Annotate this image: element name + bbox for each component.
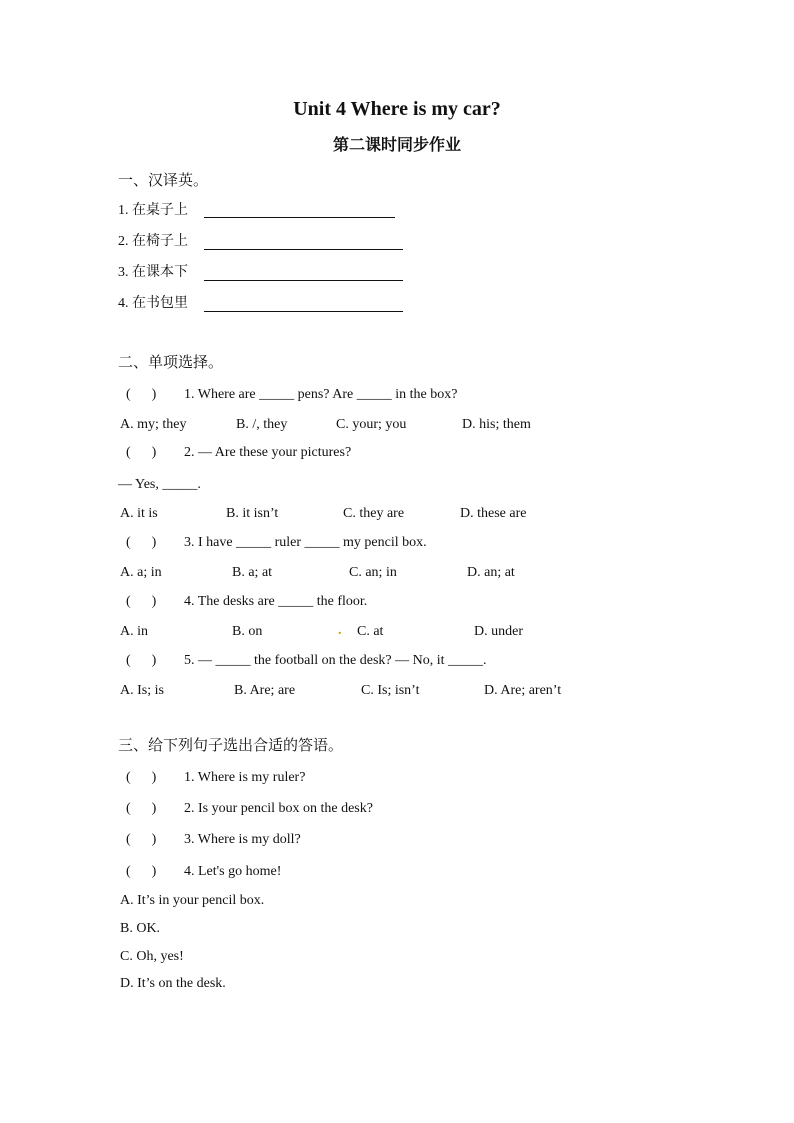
page-subtitle: 第二课时同步作业 xyxy=(332,137,461,154)
option: A. Is; is xyxy=(120,683,164,698)
part1-item: 1. 在桌子上 xyxy=(118,203,188,218)
page-title: Unit 4 Where is my car? xyxy=(293,98,501,120)
option: B. Are; are xyxy=(234,683,296,698)
part1-item: 2. 在椅子上 xyxy=(118,234,188,249)
option: D. these are xyxy=(460,506,527,521)
answer-option: D. It’s on the desk. xyxy=(120,976,226,991)
option: D. under xyxy=(474,624,523,639)
question-stem: 3. I have _____ ruler _____ my pencil box. xyxy=(184,535,427,550)
option: A. in xyxy=(120,624,148,639)
part1-item: 4. 在书包里 xyxy=(118,296,188,311)
question-followup: — Yes, _____. xyxy=(118,477,201,492)
answer-blank[interactable] xyxy=(204,311,403,312)
answer-blank[interactable] xyxy=(204,249,403,250)
option: C. at xyxy=(357,624,384,639)
question-stem: 2. Is your pencil box on the desk? xyxy=(184,801,373,816)
answer-paren[interactable]: ( ) xyxy=(126,864,157,879)
answer-paren[interactable]: ( ) xyxy=(126,770,157,785)
option: A. my; they xyxy=(120,417,187,432)
option: B. it isn’t xyxy=(226,506,279,521)
question-stem: 4. Let's go home! xyxy=(184,864,282,879)
part3-heading: 三、给下列句子选出合适的答语。 xyxy=(118,738,344,754)
question-stem: 5. — _____ the football on the desk? — No, it _____. xyxy=(184,653,487,668)
answer-blank[interactable] xyxy=(204,217,395,218)
option: D. an; at xyxy=(467,565,515,580)
part2-heading: 二、单项选择。 xyxy=(118,355,224,371)
option: D. Are; aren’t xyxy=(484,683,562,698)
option: C. Is; isn’t xyxy=(361,683,420,698)
answer-option: C. Oh, yes! xyxy=(120,949,184,964)
option: B. a; at xyxy=(232,565,273,580)
question-stem: 1. Where are _____ pens? Are _____ in the box? xyxy=(184,387,458,402)
answer-paren[interactable]: ( ) xyxy=(126,387,157,402)
answer-option: A. It’s in your pencil box. xyxy=(120,893,265,908)
question-stem: 4. The desks are _____ the floor. xyxy=(184,594,368,609)
option: A. a; in xyxy=(120,565,162,580)
question-stem: 2. — Are these your pictures? xyxy=(184,445,352,460)
option: C. your; you xyxy=(336,417,407,432)
option: B. /, they xyxy=(236,417,288,432)
question-stem: 1. Where is my ruler? xyxy=(184,770,306,785)
option: C. they are xyxy=(343,506,405,521)
answer-paren[interactable]: ( ) xyxy=(126,535,157,550)
option: D. his; them xyxy=(462,417,531,432)
answer-paren[interactable]: ( ) xyxy=(126,653,157,668)
part1-heading: 一、汉译英。 xyxy=(118,173,209,189)
answer-paren[interactable]: ( ) xyxy=(126,801,157,816)
answer-paren[interactable]: ( ) xyxy=(126,445,157,460)
stray-dot-mark: . xyxy=(338,623,342,638)
answer-paren[interactable]: ( ) xyxy=(126,594,157,609)
option: B. on xyxy=(232,624,263,639)
option: A. it is xyxy=(120,506,158,521)
answer-blank[interactable] xyxy=(204,280,403,281)
option: C. an; in xyxy=(349,565,397,580)
part1-item: 3. 在课本下 xyxy=(118,265,188,280)
answer-paren[interactable]: ( ) xyxy=(126,832,157,847)
answer-option: B. OK. xyxy=(120,921,161,936)
question-stem: 3. Where is my doll? xyxy=(184,832,301,847)
